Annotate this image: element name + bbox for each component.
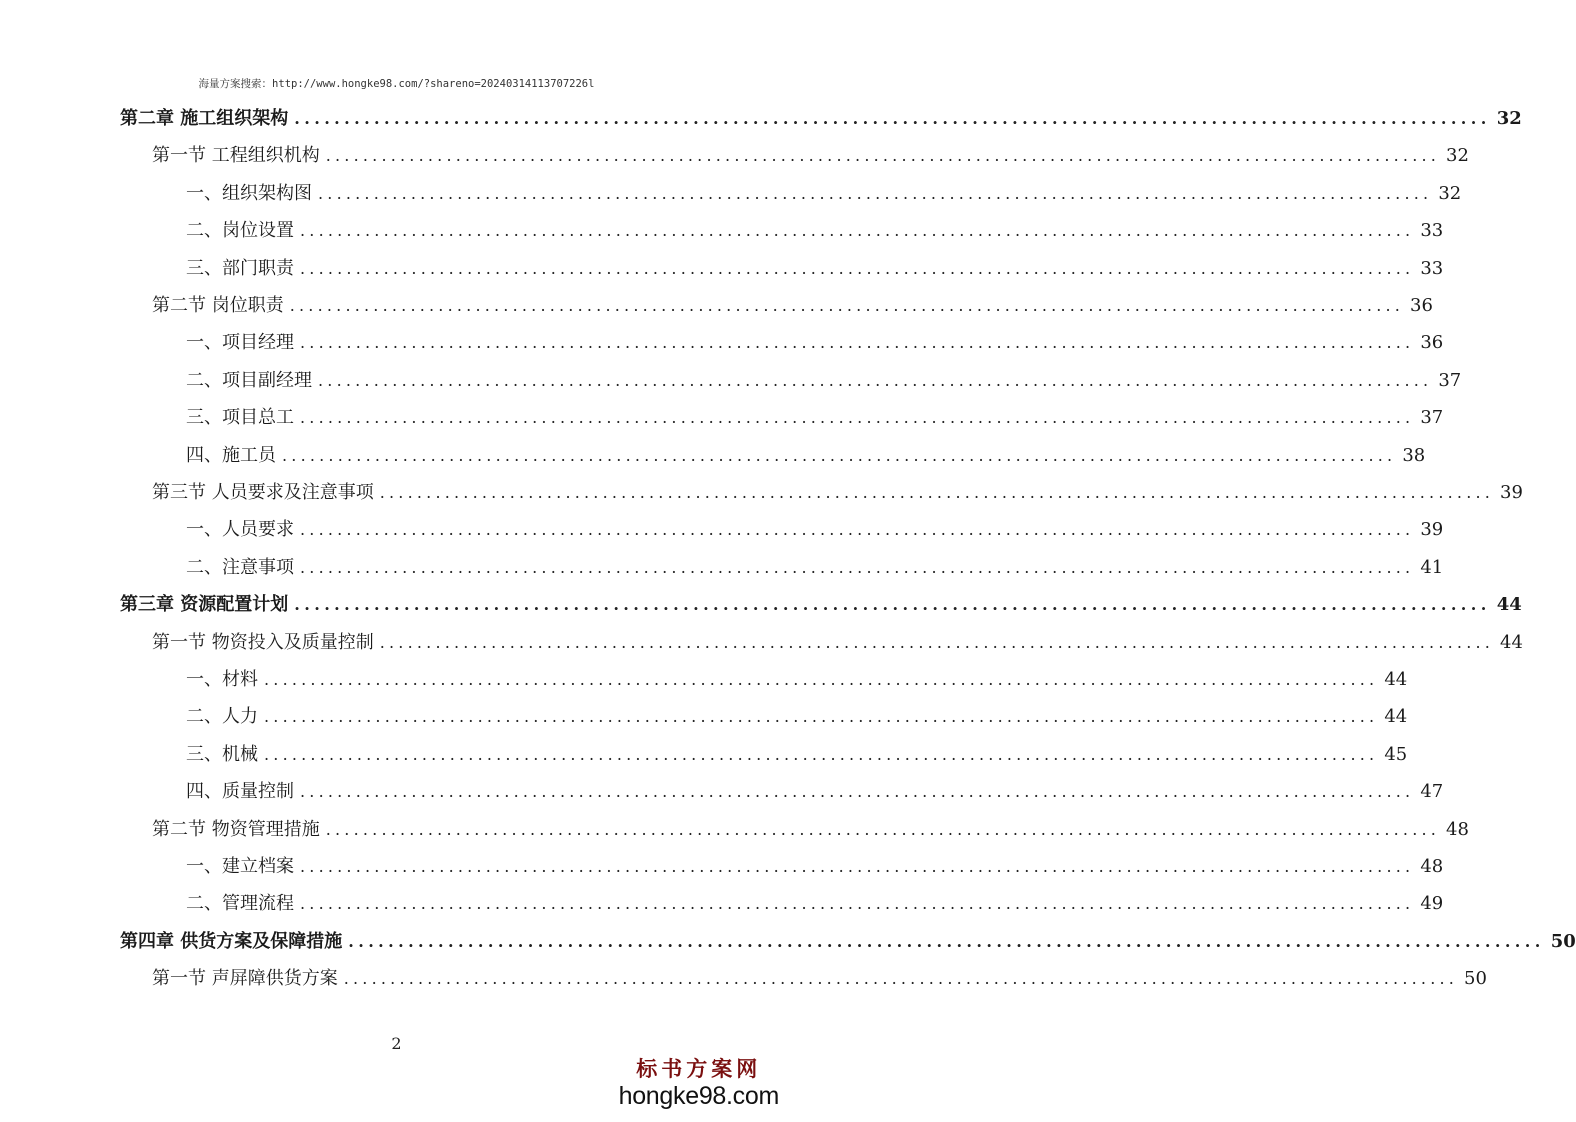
toc-leader-dots: ........................................................................................................................: [289, 296, 1405, 315]
toc-leader-dots: ........................................................................................................................: [300, 782, 1415, 802]
toc-leader-dots: ........................................................................................................................: [325, 146, 1441, 166]
toc-entry[interactable]: [186, 775, 1444, 809]
toc-leader-dots: ........................................................................................................................: [379, 483, 1495, 502]
toc-entry-page: 47: [1420, 781, 1444, 803]
toc-entry-page: 33: [1420, 220, 1444, 242]
toc-entry-label: 三、部门职责: [186, 257, 294, 279]
toc-entry[interactable]: [186, 326, 1444, 360]
toc-leader-dots: ........................................................................................................................: [300, 894, 1415, 914]
toc-entry-label: 二、项目副经理: [186, 369, 312, 391]
toc-entry[interactable]: [152, 476, 1523, 510]
toc-entry[interactable]: [152, 139, 1469, 173]
toc-entry-page: 32: [1496, 108, 1522, 129]
toc-entry-page: 50: [1464, 968, 1487, 990]
header-search-note: 海量方案搜索：http://www.hongke98.com/?shareno=20240314113707226l: [198, 78, 595, 90]
toc-entry-label: 一、组织架构图: [186, 182, 312, 204]
watermark-domain: hongke98.com: [618, 1082, 779, 1110]
toc-entry-label: 一、人员要求: [186, 519, 294, 541]
toc-entry[interactable]: [120, 102, 1522, 136]
toc-entry[interactable]: [186, 738, 1408, 772]
toc-leader-dots: ........................................................................................................................: [343, 969, 1459, 989]
toc-entry[interactable]: [152, 813, 1469, 847]
toc-entry-page: 36: [1410, 295, 1433, 316]
toc-leader-dots: ........................................................................................................................: [348, 931, 1545, 951]
toc-entry-label: 一、建立档案: [186, 856, 294, 877]
toc-entry-label: 第三节 人员要求及注意事项: [152, 482, 374, 503]
toc-entry-label: 第二章 施工组织架构: [120, 108, 289, 129]
toc-entry[interactable]: [152, 626, 1523, 660]
toc-leader-dots: ........................................................................................................................: [300, 258, 1415, 278]
toc-entry[interactable]: [186, 252, 1444, 286]
toc-entry-label: 第二节 岗位职责: [152, 295, 284, 316]
toc-entry-label: 第一节 物资投入及质量控制: [152, 631, 374, 653]
toc-entry[interactable]: [186, 177, 1462, 211]
toc-leader-dots: ........................................................................................................................: [300, 520, 1415, 540]
toc-leader-dots: ........................................................................................................................: [264, 744, 1379, 764]
toc-entry-label: 第四章 供货方案及保障措施: [120, 930, 343, 952]
toc-entry-label: 四、施工员: [186, 444, 276, 466]
toc-leader-dots: ........................................................................................................................: [318, 183, 1433, 203]
toc-leader-dots: ........................................................................................................................: [300, 408, 1415, 428]
toc-entry-page: 41: [1420, 556, 1444, 578]
toc-leader-dots: ........................................................................................................................: [300, 221, 1415, 241]
toc-leader-dots: ........................................................................................................................: [294, 109, 1491, 128]
toc-entry[interactable]: [152, 962, 1487, 996]
toc-entry[interactable]: [186, 663, 1408, 697]
toc-entry[interactable]: [186, 850, 1444, 884]
watermark-title: 标书方案网: [636, 1056, 762, 1081]
toc-entry-page: 44: [1496, 594, 1522, 616]
toc-entry-label: 第一节 工程组织机构: [152, 145, 320, 167]
toc-entry-page: 44: [1384, 706, 1408, 728]
toc-entry[interactable]: [186, 439, 1426, 473]
toc-entry-page: 32: [1446, 145, 1469, 167]
toc-entry[interactable]: [186, 214, 1444, 248]
toc-entry-label: 第三章 资源配置计划: [120, 594, 289, 616]
toc-entry-label: 一、项目经理: [186, 332, 294, 354]
toc-entry-page: 44: [1500, 631, 1523, 653]
toc-entry-page: 36: [1420, 332, 1444, 354]
toc-entry-page: 39: [1500, 482, 1523, 503]
toc-leader-dots: ........................................................................................................................: [325, 819, 1441, 839]
toc-entry-page: 50: [1550, 930, 1576, 952]
toc-entry-page: 38: [1402, 444, 1426, 466]
toc-entry[interactable]: [186, 887, 1444, 921]
toc-entry[interactable]: [186, 551, 1444, 585]
toc-entry-page: 45: [1384, 743, 1408, 765]
toc-entry-page: 32: [1438, 182, 1462, 204]
toc-leader-dots: ........................................................................................................................: [318, 370, 1433, 390]
toc-entry-page: 49: [1420, 893, 1444, 915]
toc-entry[interactable]: [120, 925, 1576, 959]
toc-entry[interactable]: [186, 513, 1444, 547]
toc-entry-page: 37: [1420, 407, 1444, 429]
toc-entry[interactable]: [120, 588, 1522, 622]
toc-entry-label: 三、项目总工: [186, 407, 294, 429]
toc-entry-page: 48: [1446, 818, 1469, 840]
toc-entry-label: 二、人力: [186, 706, 258, 728]
toc-entry[interactable]: [152, 289, 1433, 323]
toc-entry-label: 二、管理流程: [186, 893, 294, 915]
toc-entry-page: 37: [1438, 369, 1462, 391]
toc-entry-label: 二、注意事项: [186, 556, 294, 578]
toc-leader-dots: ........................................................................................................................: [300, 857, 1415, 876]
toc-leader-dots: ........................................................................................................................: [264, 707, 1379, 727]
toc-entry-page: 44: [1384, 669, 1408, 690]
site-watermark-logo: [619, 1056, 779, 1110]
toc-entry[interactable]: [186, 401, 1444, 435]
toc-entry-label: 第一节 声屏障供货方案: [152, 968, 338, 990]
toc-entry-label: 三、机械: [186, 743, 258, 765]
toc-entry-label: 四、质量控制: [186, 781, 294, 803]
toc-leader-dots: ........................................................................................................................: [282, 445, 1397, 465]
toc-leader-dots: ........................................................................................................................: [300, 333, 1415, 353]
toc-entry-page: 48: [1420, 856, 1444, 877]
toc-entry[interactable]: [186, 364, 1462, 398]
page-number: 2: [391, 1034, 402, 1053]
toc-entry-label: 一、材料: [186, 669, 258, 690]
toc-entry[interactable]: [186, 700, 1408, 734]
toc-leader-dots: ........................................................................................................................: [300, 557, 1415, 577]
toc-leader-dots: ........................................................................................................................: [264, 670, 1379, 689]
toc-entry-page: 33: [1420, 257, 1444, 279]
toc-leader-dots: ........................................................................................................................: [294, 595, 1491, 615]
toc-entry-label: 第二节 物资管理措施: [152, 818, 320, 840]
toc-entry-page: 39: [1420, 519, 1444, 541]
toc-entry-label: 二、岗位设置: [186, 220, 294, 242]
toc-leader-dots: ........................................................................................................................: [379, 632, 1495, 652]
